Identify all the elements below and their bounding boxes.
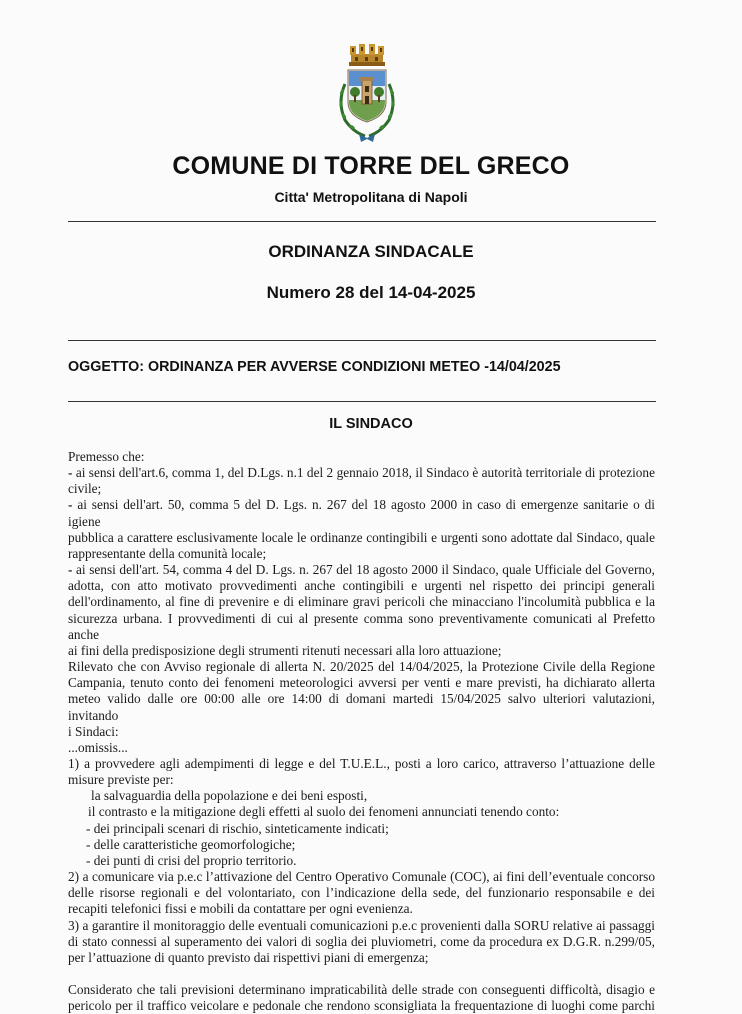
considerando-2-end: rappresentante della comunità locale; — [68, 545, 267, 561]
paragraph-gap — [68, 966, 655, 982]
rilevato-paragraph: Rilevato che con Avviso regionale di allerta N. 20/2025 del 14/04/2025, la Protezione Civile della Regione — [68, 659, 655, 675]
considerato-paragraph: Considerato che tali previsioni determinano impraticabilità delle strade con conseguenti difficoltà, disagio e — [68, 982, 655, 997]
considerato-cont: pericolo per il traffico veicolare e pedonale che rendono sconsigliata la frequentazione di luoghi come parchi — [68, 998, 655, 1014]
considerando-3: - ai sensi dell'art. 54, comma 4 del D. Lgs. n. 267 del 18 agosto 2000 il Sindaco, quale Ufficiale del Governo, — [68, 562, 655, 578]
point-2-cont: delle risorse regionali e del volontariato, con l’indicazione della sede, del funzionario responsabile e dei — [68, 885, 655, 901]
omissis: ...omissis... — [68, 739, 128, 755]
point-3: 3) a garantire il monitoraggio delle eventuali comunicazioni p.e.c provenienti dalla SORU relative ai passaggi — [68, 917, 655, 933]
document-subject: OGGETTO: ORDINANZA PER AVVERSE CONDIZIONI METEO -14/04/2025 — [68, 359, 561, 375]
comune-coat-of-arms-icon — [331, 40, 403, 148]
point-1-dash-item: - dei punti di crisi del proprio territorio. — [86, 852, 297, 868]
document-type-title: ORDINANZA SINDACALE — [268, 242, 474, 261]
considerando-3-cont: sicurezza urbana. I provvedimenti di cui al presente comma sono preventivamente comunicati al Prefetto anche — [68, 610, 655, 642]
point-1-cont: misure previste per: — [68, 772, 174, 788]
premesso-intro: Premesso che: — [68, 449, 145, 464]
considerando-3-end: ai fini della predisposizione degli strumenti ritenuti necessari alla loro attuazione; — [68, 642, 502, 658]
considerando-1-cont: civile; — [68, 481, 102, 497]
considerando-2-cont: pubblica a carattere esclusivamente locale le ordinanze contingibili e urgenti sono adottate dal Sindaco, quale — [68, 529, 655, 545]
rilevato-cont: Campania, tenuto conto dei fenomeni meteorologici avversi per venti e mare previsti, ha dichiarato allerta — [68, 675, 655, 691]
rilevato-cont: meteo valido dalle ore 00:00 alle ore 14:00 di domani martedi 15/04/2025 salvo ulteriori valutazioni, invitando — [68, 691, 655, 723]
document-number: Numero 28 del 14-04-2025 — [266, 283, 476, 302]
authority-heading: IL SINDACO — [329, 416, 413, 432]
divider — [68, 340, 656, 341]
point-3-cont: di stato connessi al superamento dei valori di soglia dei pluviometri, come da procedura ex D.G.R. n.299/05, — [68, 933, 655, 949]
ordinance-body — [68, 449, 655, 1014]
point-1-sub: la salvaguardia della popolazione e dei beni esposti, — [91, 788, 368, 804]
point-1-sub: il contrasto e la mitigazione degli effetti al suolo dei fenomeni annunciati tenendo conto: — [88, 804, 560, 820]
comune-subtitle: Citta' Metropolitana di Napoli — [274, 189, 468, 205]
point-3-end: per l’attuazione di quanto previsto dai rispettivi piani di emergenza; — [68, 949, 429, 965]
comune-title: COMUNE DI TORRE DEL GRECO — [172, 152, 570, 180]
point-1-dash-item: - dei principali scenari di rischio, sinteticamente indicati; — [86, 820, 389, 836]
rilevato-end: i Sindaci: — [68, 723, 119, 739]
considerando-2: - ai sensi dell'art. 50, comma 5 del D. Lgs. n. 267 del 18 agosto 2000 in caso di emergenze sanitarie o di igiene — [68, 497, 655, 529]
point-2-end: recapiti telefonici fissi e mobili da contattare per ogni evenienza. — [68, 901, 413, 917]
point-1: 1) a provvedere agli adempimenti di legge e del T.U.E.L., posti a loro carico, attraverso l’attuazione delle — [68, 755, 655, 771]
considerando-1: - ai sensi dell'art.6, comma 1, del D.Lgs. n.1 del 2 gennaio 2018, il Sindaco è autorità territoriale di protezione — [68, 465, 655, 481]
divider — [68, 401, 656, 402]
point-1-dash-item: - delle caratteristiche geomorfologiche; — [86, 836, 296, 852]
considerando-3-cont: dell'ordinamento, al fine di prevenire e di eliminare gravi pericoli che minacciano l'incolumità pubblica e la — [68, 594, 655, 610]
point-2: 2) a comunicare via p.e.c l’attivazione del Centro Operativo Comunale (COC), ai fini dell’eventuale concorso — [68, 869, 655, 885]
divider — [68, 221, 656, 222]
considerando-3-cont: adotta, con atto motivato provvedimenti anche contingibili e urgenti nel rispetto dei principi generali — [68, 578, 655, 594]
